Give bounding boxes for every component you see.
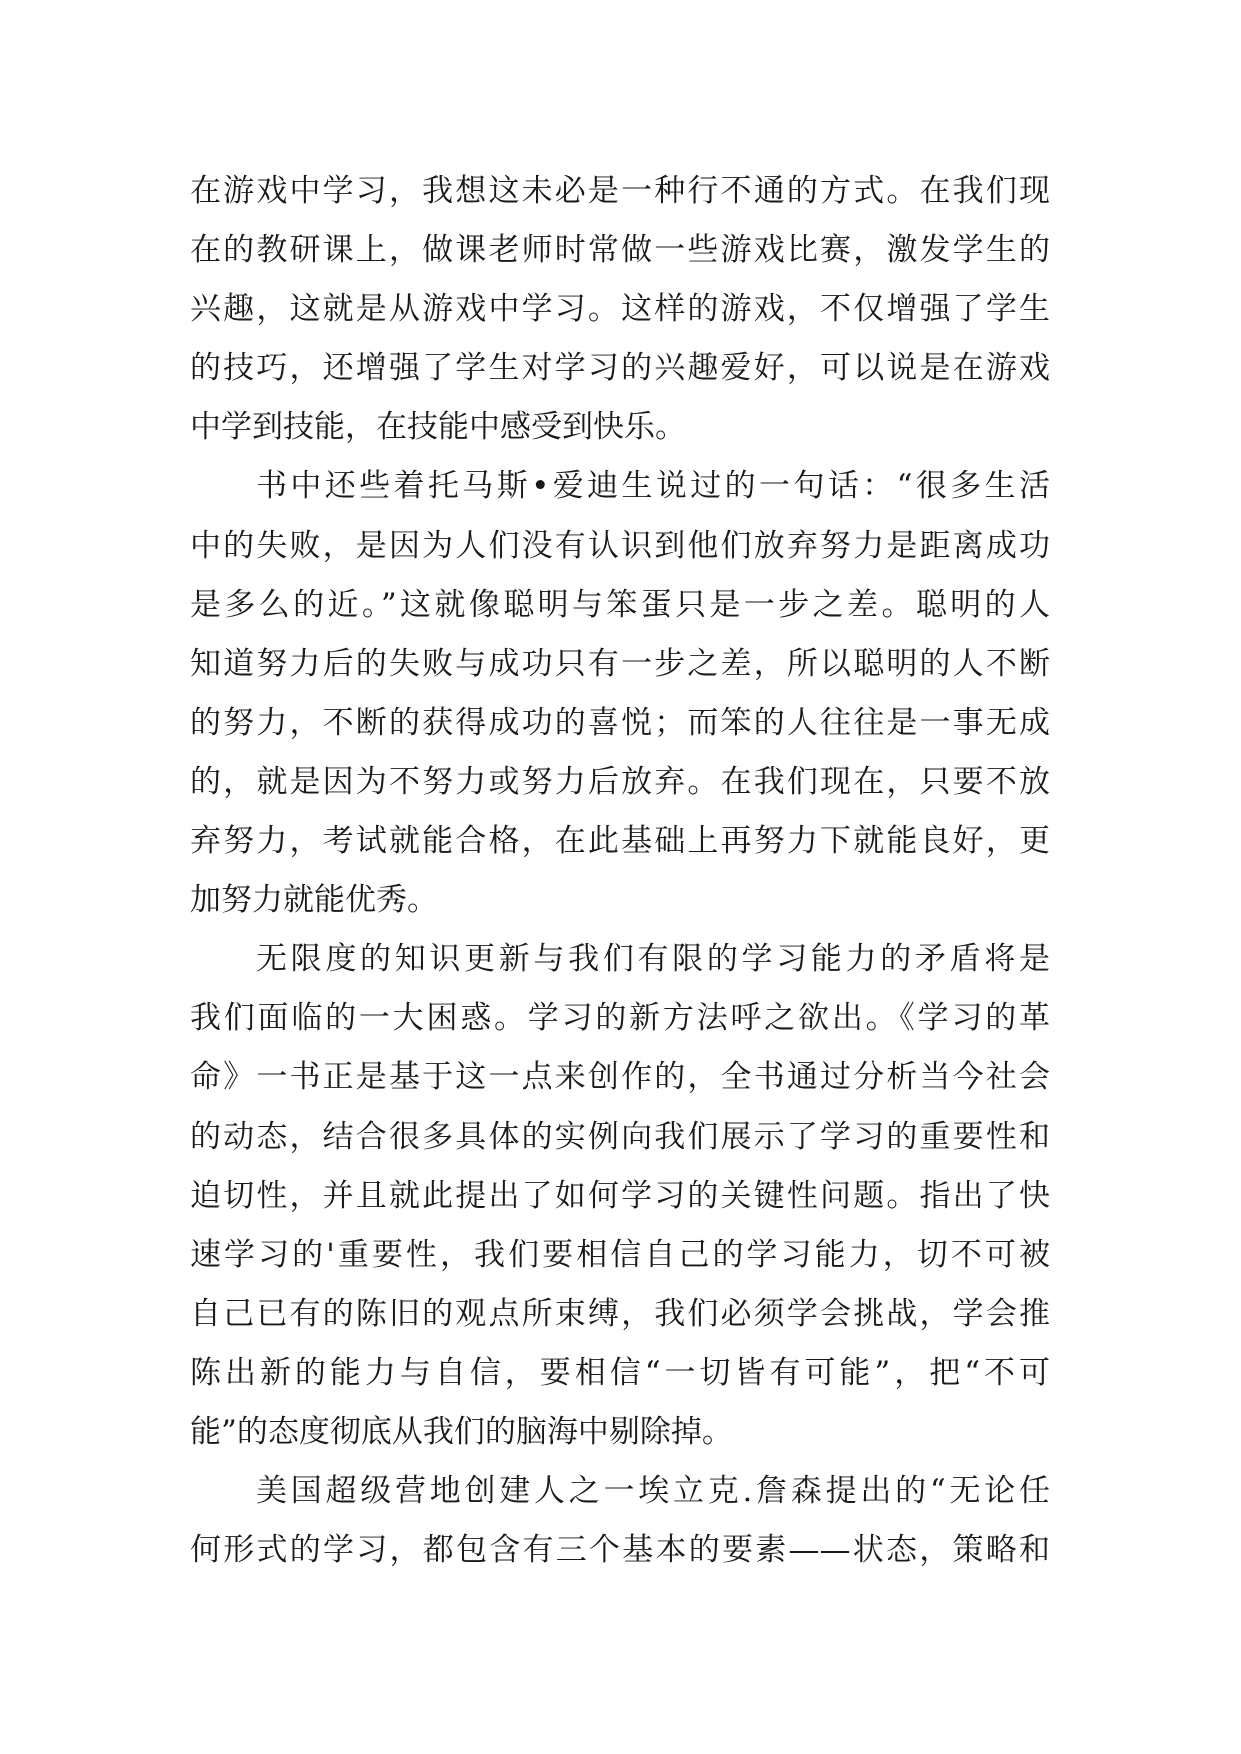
text-line: 中学到技能，在技能中感受到快乐。 — [190, 409, 686, 446]
text-line: 我们面临的一大困惑。学习的新方法呼之欲出。《学习的革 — [190, 1000, 1050, 1037]
text-line: 的，就是因为不努力或努力后放弃。在我们现在，只要不放 — [190, 763, 1050, 800]
text-line: 能”的态度彻底从我们的脑海中剔除掉。 — [190, 1413, 733, 1450]
text-line: 美国超级营地创建人之一埃立克.詹森提出的“无论任 — [256, 1473, 1050, 1510]
text-line: 无限度的知识更新与我们有限的学习能力的矛盾将是 — [256, 941, 1050, 978]
text-line: 是多么的近。”这就像聪明与笨蛋只是一步之差。聪明的人 — [190, 586, 1050, 623]
text-line: 陈出新的能力与自信，要相信“一切皆有可能”，把“不可 — [190, 1354, 1050, 1391]
text-line: 何形式的学习，都包含有三个基本的要素——状态，策略和 — [190, 1532, 1050, 1569]
text-line: 自己已有的陈旧的观点所束缚，我们必须学会挑战，学会推 — [190, 1295, 1050, 1332]
text-line: 书中还些着托马斯•爱迪生说过的一句话：“很多生活 — [256, 468, 1050, 505]
document-body — [190, 162, 1050, 1580]
text-line: 中的失败，是因为人们没有认识到他们放弃努力是距离成功 — [190, 527, 1050, 564]
text-line: 迫切性，并且就此提出了如何学习的关键性问题。指出了快 — [190, 1177, 1050, 1214]
text-line: 知道努力后的失败与成功只有一步之差，所以聪明的人不断 — [190, 645, 1050, 682]
text-line: 命》一书正是基于这一点来创作的，全书通过分析当今社会 — [190, 1059, 1050, 1096]
text-line: 在的教研课上，做课老师时常做一些游戏比赛，激发学生的 — [190, 232, 1050, 269]
paragraph — [190, 457, 1050, 930]
paragraph — [190, 930, 1050, 1462]
text-line: 加努力就能优秀。 — [190, 882, 438, 919]
text-line: 弃努力，考试就能合格，在此基础上再努力下就能良好，更 — [190, 823, 1050, 860]
text-line: 的努力，不断的获得成功的喜悦；而笨的人往往是一事无成 — [190, 704, 1050, 741]
text-line: 在游戏中学习，我想这未必是一种行不通的方式。在我们现 — [190, 173, 1050, 209]
text-line: 兴趣，这就是从游戏中学习。这样的游戏，不仅增强了学生 — [190, 291, 1050, 328]
text-line: 的动态，结合很多具体的实例向我们展示了学习的重要性和 — [190, 1118, 1050, 1155]
paragraph — [190, 162, 1050, 457]
text-line: 的技巧，还增强了学生对学习的兴趣爱好，可以说是在游戏 — [190, 350, 1050, 387]
text-line: 速学习的'重要性，我们要相信自己的学习能力，切不可被 — [190, 1236, 1050, 1273]
paragraph — [190, 1462, 1050, 1580]
